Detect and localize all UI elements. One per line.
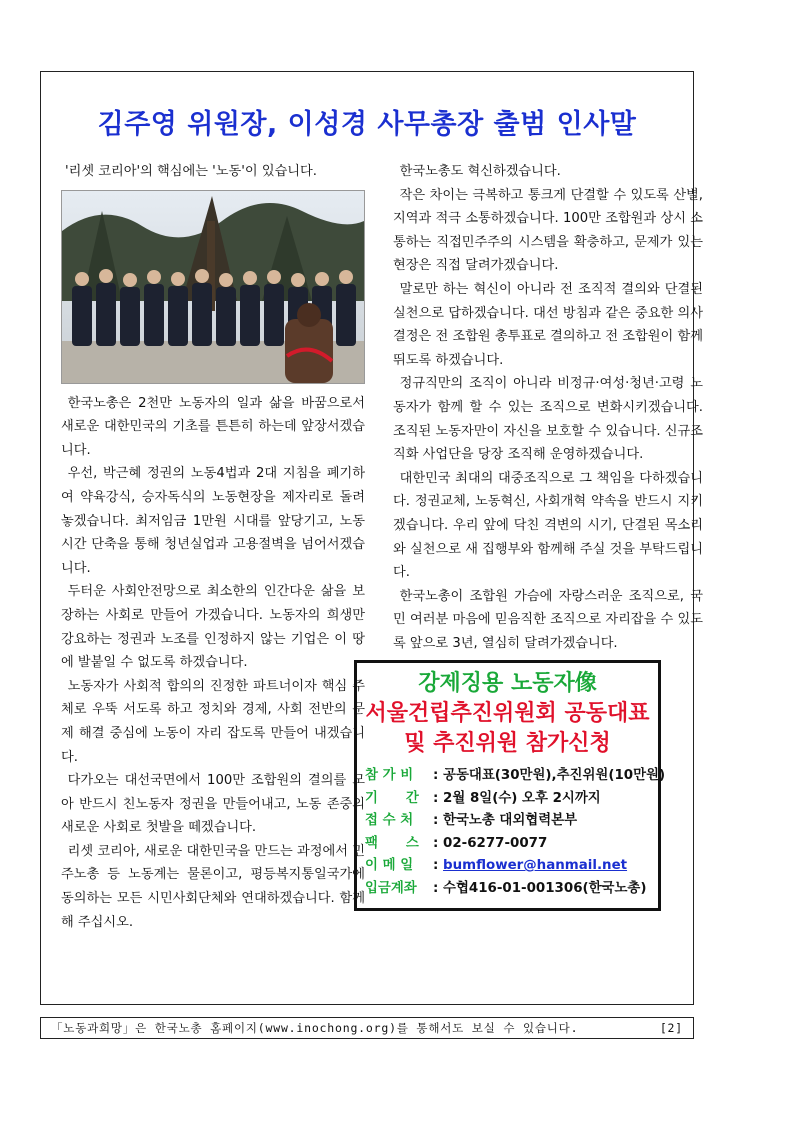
email-link[interactable]: bumflower@hanmail.net: [443, 858, 628, 873]
notice-row-account: [365, 878, 650, 901]
separator: :: [433, 768, 444, 783]
paragraph: 한국노총이 조합원 가슴에 자랑스러운 조직으로, 국민 여러분 마음에 믿음직한 조직으로 자리잡을 수 있도록 앞으로 3년, 열심히 달려가겠습니다.: [393, 588, 703, 651]
left-column: [61, 160, 365, 934]
paragraph: 한국노총은 2천만 노동자의 일과 삶을 바꿈으로서 새로운 대한민국의 기초를 튼튼히 하는데 앞장서겠습니다.: [61, 395, 365, 458]
notice-value: 한국노총 대외협력본부: [443, 813, 578, 828]
notice-key: 팩 스: [365, 835, 419, 851]
separator: :: [433, 813, 444, 828]
paragraph: 우선, 박근혜 정권의 노동4법과 2대 지침을 폐기하여 약육강식, 승자독식의 노동현장을 제자리로 돌려놓겠습니다. 최저임금 1만원 시대를 앞당기고, 노동시간 단축을 통해 청년실업과 고용절벽을 넘어서겠습니다.: [61, 466, 365, 576]
notice-row-fax: [365, 833, 650, 856]
paragraph: 정규직만의 조직이 아니라 비정규·여성·청년·고령 노동자가 함께 할 수 있는 조직으로 변화시키겠습니다. 조직된 노동자만이 자신을 보호할 수 있습니다. 신규조직화 사업단을 당장 조직해 운영하겠습니다.: [393, 376, 703, 463]
separator: :: [433, 790, 444, 806]
footer-text: 「노동과희망」은 한국노총 홈페이지(www.inochong.org)를 통해서도 보실 수 있습니다.: [51, 1021, 579, 1035]
page-footer: [40, 1017, 694, 1039]
notice-value: 02-6277-0077: [443, 835, 548, 851]
notice-key: 이 메 일: [365, 858, 414, 873]
group-photo-image: [62, 191, 364, 383]
notice-value: 2월 8일(수) 오후 2시까지: [443, 790, 601, 806]
paragraph: 대한민국 최대의 대중조직으로 그 책임을 다하겠습니다. 정권교체, 노동혁신, 사회개혁 약속을 반드시 지키겠습니다. 우리 앞에 닥친 격변의 시기, 단결된 목소리와 실천으로 새 집행부와 함께해 주실 것을 부탁드립니다.: [393, 470, 703, 581]
paragraph: 한국노총도 혁신하겠습니다.: [399, 164, 561, 179]
paragraph: 작은 차이는 극복하고 통크게 단결할 수 있도록 산별, 지역과 적극 소통하겠습니다. 100만 조합원과 상시 소통하는 직접민주주의 시스템을 확충하고, 문제가 있는 현장은 직접 달려가겠습니다.: [393, 187, 703, 274]
notice-key: 입금계좌: [365, 880, 417, 896]
paragraph: 두터운 사회안전망으로 최소한의 인간다운 삶을 보장하는 사회로 만들어 가겠습니다. 노동자의 희생만 강요하는 정권과 노조를 인정하지 않는 기업은 이 땅에 발붙일 수 없도록 하겠습니다.: [61, 584, 365, 671]
notice-heading-3: 및 추진위원 참가신청: [404, 731, 611, 756]
paragraph: 노동자가 사회적 합의의 진정한 파트너이자 핵심 주체로 우뚝 서도록 하고 정치와 경제, 사회 전반의 문제 해결 중심에 노동이 자리 잡도록 만들어 내겠습니다.: [61, 678, 365, 765]
notice-value: 수협416-01-001306(한국노총): [443, 880, 647, 896]
notice-row-fee: [365, 765, 666, 788]
page-title: 김주영 위원장, 이성경 사무총장 출범 인사말: [97, 109, 637, 140]
left-paragraphs: [61, 392, 365, 935]
notice-row-email: [365, 855, 650, 878]
separator: :: [433, 858, 444, 873]
paragraph: 다가오는 대선국면에서 100만 조합원의 결의를 모아 반드시 친노동자 정권을 만들어내고, 노동 존중의 새로운 사회로 첫발을 떼겠습니다.: [61, 773, 365, 836]
notice-key: 접 수 처: [365, 813, 414, 828]
notice-row-office: [365, 810, 650, 833]
page-number: [2]: [659, 1021, 683, 1035]
notice-key: 참 가 비: [365, 768, 414, 783]
notice-heading-2: 서울건립추진위원회 공동대표: [365, 701, 650, 726]
notice-value: 공동대표(30만원),추진위원(10만원): [443, 768, 666, 783]
paragraph: 말로만 하는 혁신이 아니라 전 조직적 결의와 단결된 실천으로 답하겠습니다. 대선 방침과 같은 중요한 의사 결정은 전 조합원 총투표로 결의하고 전 조합원이 함께 뛰도록 하겠습니다.: [393, 281, 703, 368]
paragraph: 리셋 코리아, 새로운 대한민국을 만드는 과정에서 민주노총 등 노동계는 물론이고, 평등복지통일국가에 동의하는 모든 시민사회단체와 연대하겠습니다. 함께해 주십시오.: [61, 843, 365, 930]
right-column: [393, 160, 703, 655]
notice-key: 기 간: [365, 790, 419, 806]
separator: :: [433, 835, 444, 851]
notice-row-period: [365, 788, 650, 811]
group-photo: [61, 190, 365, 384]
intro-line: '리셋 코리아'의 핵심에는 '노동'이 있습니다.: [64, 164, 317, 179]
notice-heading-1: 강제징용 노동자像: [418, 671, 597, 696]
separator: :: [433, 880, 444, 896]
notice-box: [354, 660, 666, 911]
